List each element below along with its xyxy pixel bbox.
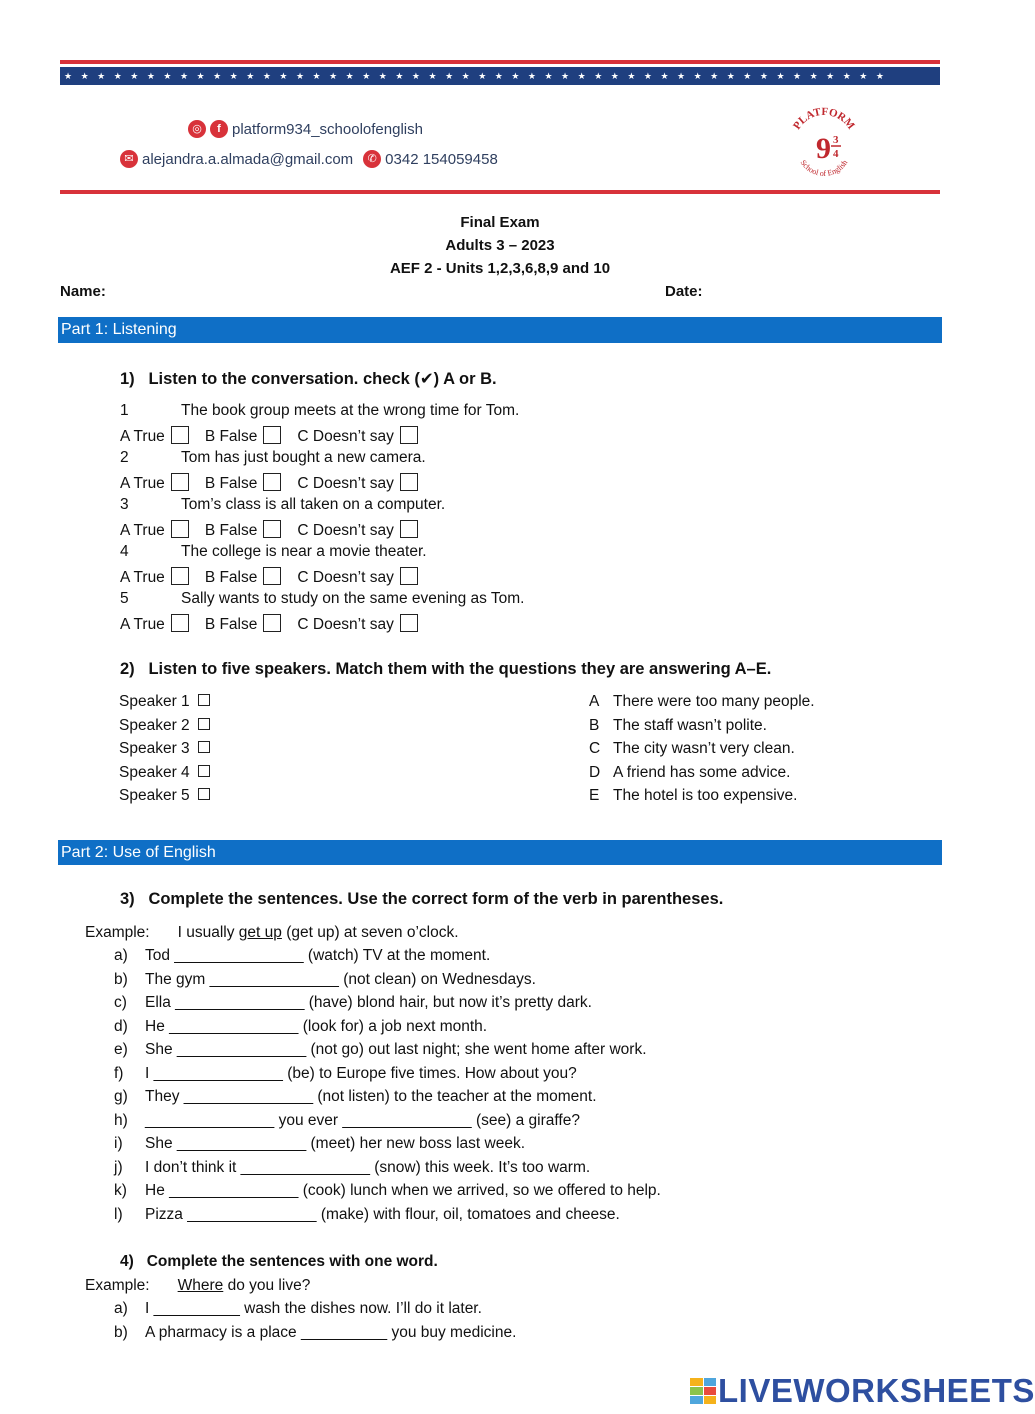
q3-sentence (114, 1135, 525, 1153)
option-false-label: B False (204, 569, 258, 586)
email-icon: ✉ (120, 150, 138, 168)
q3-sentence (114, 994, 592, 1012)
answer-option-letter: E (589, 787, 600, 804)
option-doesnt-say-label: C Doesn’t say (297, 475, 394, 492)
check-icon: ✔ (419, 370, 434, 388)
option-false-label: B False (204, 475, 258, 492)
q4-sentence-text[interactable]: A pharmacy is a place __________ you buy medicine. (145, 1324, 517, 1341)
question-4-heading: 4) Complete the sentences with one word. (120, 1253, 438, 1270)
q3-sentence (114, 1065, 577, 1083)
facebook-icon: f (210, 120, 228, 138)
option-false-checkbox[interactable] (263, 567, 281, 585)
question-1-heading: 1) Listen to the conversation. check (✔) A or B. (120, 370, 497, 388)
q4-sentence-text[interactable]: I __________ wash the dishes now. I’ll do it later. (145, 1300, 482, 1317)
q3-sentence-text[interactable]: I _______________ (be) to Europe five times. How about you? (145, 1064, 577, 1082)
q3-sentence-text[interactable]: They _______________ (not listen) to the teacher at the moment. (145, 1088, 597, 1105)
date-field-label: Date: (665, 283, 703, 300)
option-true-label: A True (120, 616, 165, 633)
speaker-row (119, 787, 210, 805)
option-doesnt-say-label: C Doesn’t say (297, 569, 394, 586)
q4-sentence-letter: b) (114, 1324, 128, 1341)
speaker-answer-box[interactable] (198, 718, 210, 730)
answer-option-letter: C (589, 740, 601, 757)
answer-option-row (589, 764, 791, 782)
q3-sentence-letter: b) (114, 970, 128, 988)
option-true-label: A True (120, 428, 165, 445)
q1-statement-text: Sally wants to study on the same evening as Tom. (181, 590, 525, 607)
question-3-example: Example: I usually get up (get up) at seven o’clock. (85, 924, 459, 941)
q3-sentence-letter: h) (114, 1111, 128, 1129)
answer-option-row (589, 740, 795, 758)
q1-statement-number: 4 (120, 543, 129, 560)
speaker-label: Speaker 5 (119, 787, 190, 804)
q1-statement (120, 402, 519, 420)
name-field-label: Name: (60, 283, 106, 300)
option-doesnt-say-checkbox[interactable] (400, 614, 418, 632)
q1-statement-number: 2 (120, 449, 129, 466)
header-banner (60, 60, 940, 88)
answer-option-row (589, 717, 767, 735)
question-2-heading: 2) Listen to five speakers. Match them with the questions they are answering A–E. (120, 660, 772, 678)
option-true-label: A True (120, 569, 165, 586)
social-handle: platform934_schoolofenglish (232, 120, 423, 138)
speaker-row (119, 740, 210, 758)
q3-sentence-text[interactable]: He _______________ (cook) lunch when we arrived, so we offered to help. (145, 1182, 661, 1199)
answer-option-letter: A (589, 693, 600, 710)
q3-sentence-letter: e) (114, 1041, 128, 1058)
example-answer: Where (177, 1277, 224, 1294)
q3-sentence-text[interactable]: He _______________ (look for) a job next month. (145, 1017, 488, 1035)
q3-sentence-letter: g) (114, 1088, 128, 1105)
question-4-example: Example: Where do you live? (85, 1277, 311, 1294)
q1-options-row (120, 567, 418, 587)
q1-statement-text: Tom has just bought a new camera. (181, 449, 426, 466)
platform-logo (783, 103, 865, 185)
q3-sentence-text[interactable]: _______________ you ever _______________ (see) a giraffe? (145, 1111, 580, 1129)
answer-option-letter: B (589, 716, 600, 734)
q3-sentence-text[interactable]: She _______________ (not go) out last night; she went home after work. (145, 1041, 647, 1058)
liveworksheets-mark-icon (690, 1378, 716, 1404)
option-false-label: B False (204, 522, 258, 539)
option-doesnt-say-label: C Doesn’t say (297, 616, 394, 633)
logo-top-text: PLATFORM (790, 105, 857, 132)
contact-info (120, 118, 508, 178)
header-bottom-line (60, 190, 940, 194)
q1-statement-text: Tom’s class is all taken on a computer. (181, 496, 446, 513)
liveworksheets-logo (690, 1372, 1035, 1410)
q3-sentence-letter: j) (114, 1158, 123, 1176)
option-true-label: A True (120, 475, 165, 492)
q3-sentence (114, 1112, 580, 1130)
speaker-row (119, 717, 210, 735)
q3-sentence-letter: k) (114, 1182, 127, 1199)
q1-statement (120, 543, 427, 561)
q1-options-row (120, 426, 418, 446)
logo-frac-bottom: 4 (833, 148, 839, 160)
q1-statement-number: 3 (120, 496, 129, 513)
q3-sentence-text[interactable]: Ella _______________ (have) blond hair, but now it’s pretty dark. (145, 994, 592, 1011)
exam-units: AEF 2 - Units 1,2,3,6,8,9 and 10 (389, 260, 611, 277)
option-false-checkbox[interactable] (263, 473, 281, 491)
option-false-checkbox[interactable] (263, 614, 281, 632)
q3-sentence (114, 1018, 487, 1036)
option-doesnt-say-checkbox[interactable] (400, 426, 418, 444)
option-true-checkbox[interactable] (171, 520, 189, 538)
q3-sentence (114, 1041, 647, 1059)
q3-sentence-letter: f) (114, 1064, 124, 1082)
q3-sentence-letter: c) (114, 994, 127, 1011)
exam-subtitle: Adults 3 – 2023 (445, 237, 555, 254)
q3-sentence-text[interactable]: Pizza _______________ (make) with flour, oil, tomatoes and cheese. (145, 1205, 620, 1223)
logo-frac-top: 3 (833, 134, 839, 146)
q3-sentence-letter: a) (114, 947, 128, 964)
q3-sentence (114, 971, 536, 989)
speaker-label: Speaker 2 (119, 716, 190, 734)
answer-option-text: The staff wasn’t polite. (613, 716, 767, 734)
option-false-label: B False (204, 616, 258, 633)
whatsapp-icon: ✆ (363, 150, 381, 168)
q4-sentence (114, 1324, 516, 1342)
q1-statement (120, 590, 524, 608)
answer-option-row (589, 787, 797, 805)
q4-sentence (114, 1300, 482, 1318)
phone-number: 0342 154059458 (385, 150, 498, 168)
option-doesnt-say-label: C Doesn’t say (297, 428, 394, 445)
option-true-checkbox[interactable] (171, 614, 189, 632)
liveworksheets-text: LIVEWORKSHEETS (718, 1372, 1035, 1409)
speaker-answer-box[interactable] (198, 741, 210, 753)
option-false-label: B False (204, 428, 258, 445)
q3-sentence-text[interactable]: I don’t think it _______________ (snow) this week. It’s too warm. (145, 1158, 591, 1176)
option-doesnt-say-checkbox[interactable] (400, 520, 418, 538)
q1-statement (120, 496, 445, 514)
q1-options-row (120, 520, 418, 540)
q1-statement (120, 449, 426, 467)
option-doesnt-say-checkbox[interactable] (400, 567, 418, 585)
option-true-checkbox[interactable] (171, 567, 189, 585)
q1-statement-text: The college is near a movie theater. (181, 543, 427, 560)
option-doesnt-say-checkbox[interactable] (400, 473, 418, 491)
answer-option-text: The hotel is too expensive. (613, 787, 798, 804)
speaker-row (119, 764, 210, 782)
speaker-label: Speaker 1 (119, 693, 190, 710)
part1-header: Part 1: Listening (58, 317, 942, 343)
option-doesnt-say-label: C Doesn’t say (297, 522, 394, 539)
email-address: alejandra.a.almada@gmail.com (142, 150, 354, 168)
option-false-checkbox[interactable] (263, 520, 281, 538)
speaker-row (119, 693, 210, 711)
q1-statement-text: The book group meets at the wrong time for Tom. (181, 402, 520, 419)
answer-option-text: A friend has some advice. (613, 763, 791, 781)
q3-sentence-letter: l) (114, 1205, 123, 1223)
svg-text:PLATFORM (791, 106, 857, 132)
speaker-answer-box[interactable] (198, 765, 210, 777)
speaker-answer-box[interactable] (198, 694, 210, 706)
q3-sentence (114, 1206, 620, 1224)
answer-option-text: The city wasn’t very clean. (613, 740, 795, 757)
speaker-label: Speaker 4 (119, 763, 190, 781)
logo-number: 9 (816, 132, 831, 165)
q3-sentence-text[interactable]: She _______________ (meet) her new boss last week. (145, 1135, 525, 1152)
q3-sentence (114, 1182, 661, 1200)
instagram-icon: ◎ (188, 120, 206, 138)
q3-sentence-text[interactable]: Tod _______________ (watch) TV at the moment. (145, 947, 491, 964)
exam-title: Final Exam (460, 214, 540, 231)
answer-option-row (589, 693, 815, 711)
q3-sentence-text[interactable]: The gym _______________ (not clean) on Wednesdays. (145, 970, 536, 988)
example-answer: get up (238, 924, 282, 941)
logo-bottom-text: School of English (798, 158, 850, 179)
q3-sentence-letter: d) (114, 1017, 128, 1035)
question-3-heading: 3) Complete the sentences. Use the correct form of the verb in parentheses. (120, 890, 724, 908)
q1-options-row (120, 473, 418, 493)
q3-sentence (114, 1159, 590, 1177)
answer-option-text: There were too many people. (613, 693, 815, 710)
part2-header: Part 2: Use of English (58, 840, 942, 865)
q3-sentence (114, 947, 490, 965)
q1-statement-number: 1 (120, 402, 129, 419)
q1-statement-number: 5 (120, 590, 129, 607)
speaker-label: Speaker 3 (119, 740, 190, 757)
answer-option-letter: D (589, 763, 601, 781)
q3-sentence-letter: i) (114, 1135, 123, 1152)
option-true-checkbox[interactable] (171, 473, 189, 491)
q3-sentence (114, 1088, 597, 1106)
option-true-checkbox[interactable] (171, 426, 189, 444)
q4-sentence-letter: a) (114, 1300, 128, 1317)
speaker-answer-box[interactable] (198, 788, 210, 800)
option-true-label: A True (120, 522, 165, 539)
stars-decoration: ★★★★★★★★★★★★★★★★★★★★★★★★★★★★★★★★★★★★★★★★★★★★★★★★★★ (64, 71, 893, 81)
option-false-checkbox[interactable] (263, 426, 281, 444)
q1-options-row (120, 614, 418, 634)
